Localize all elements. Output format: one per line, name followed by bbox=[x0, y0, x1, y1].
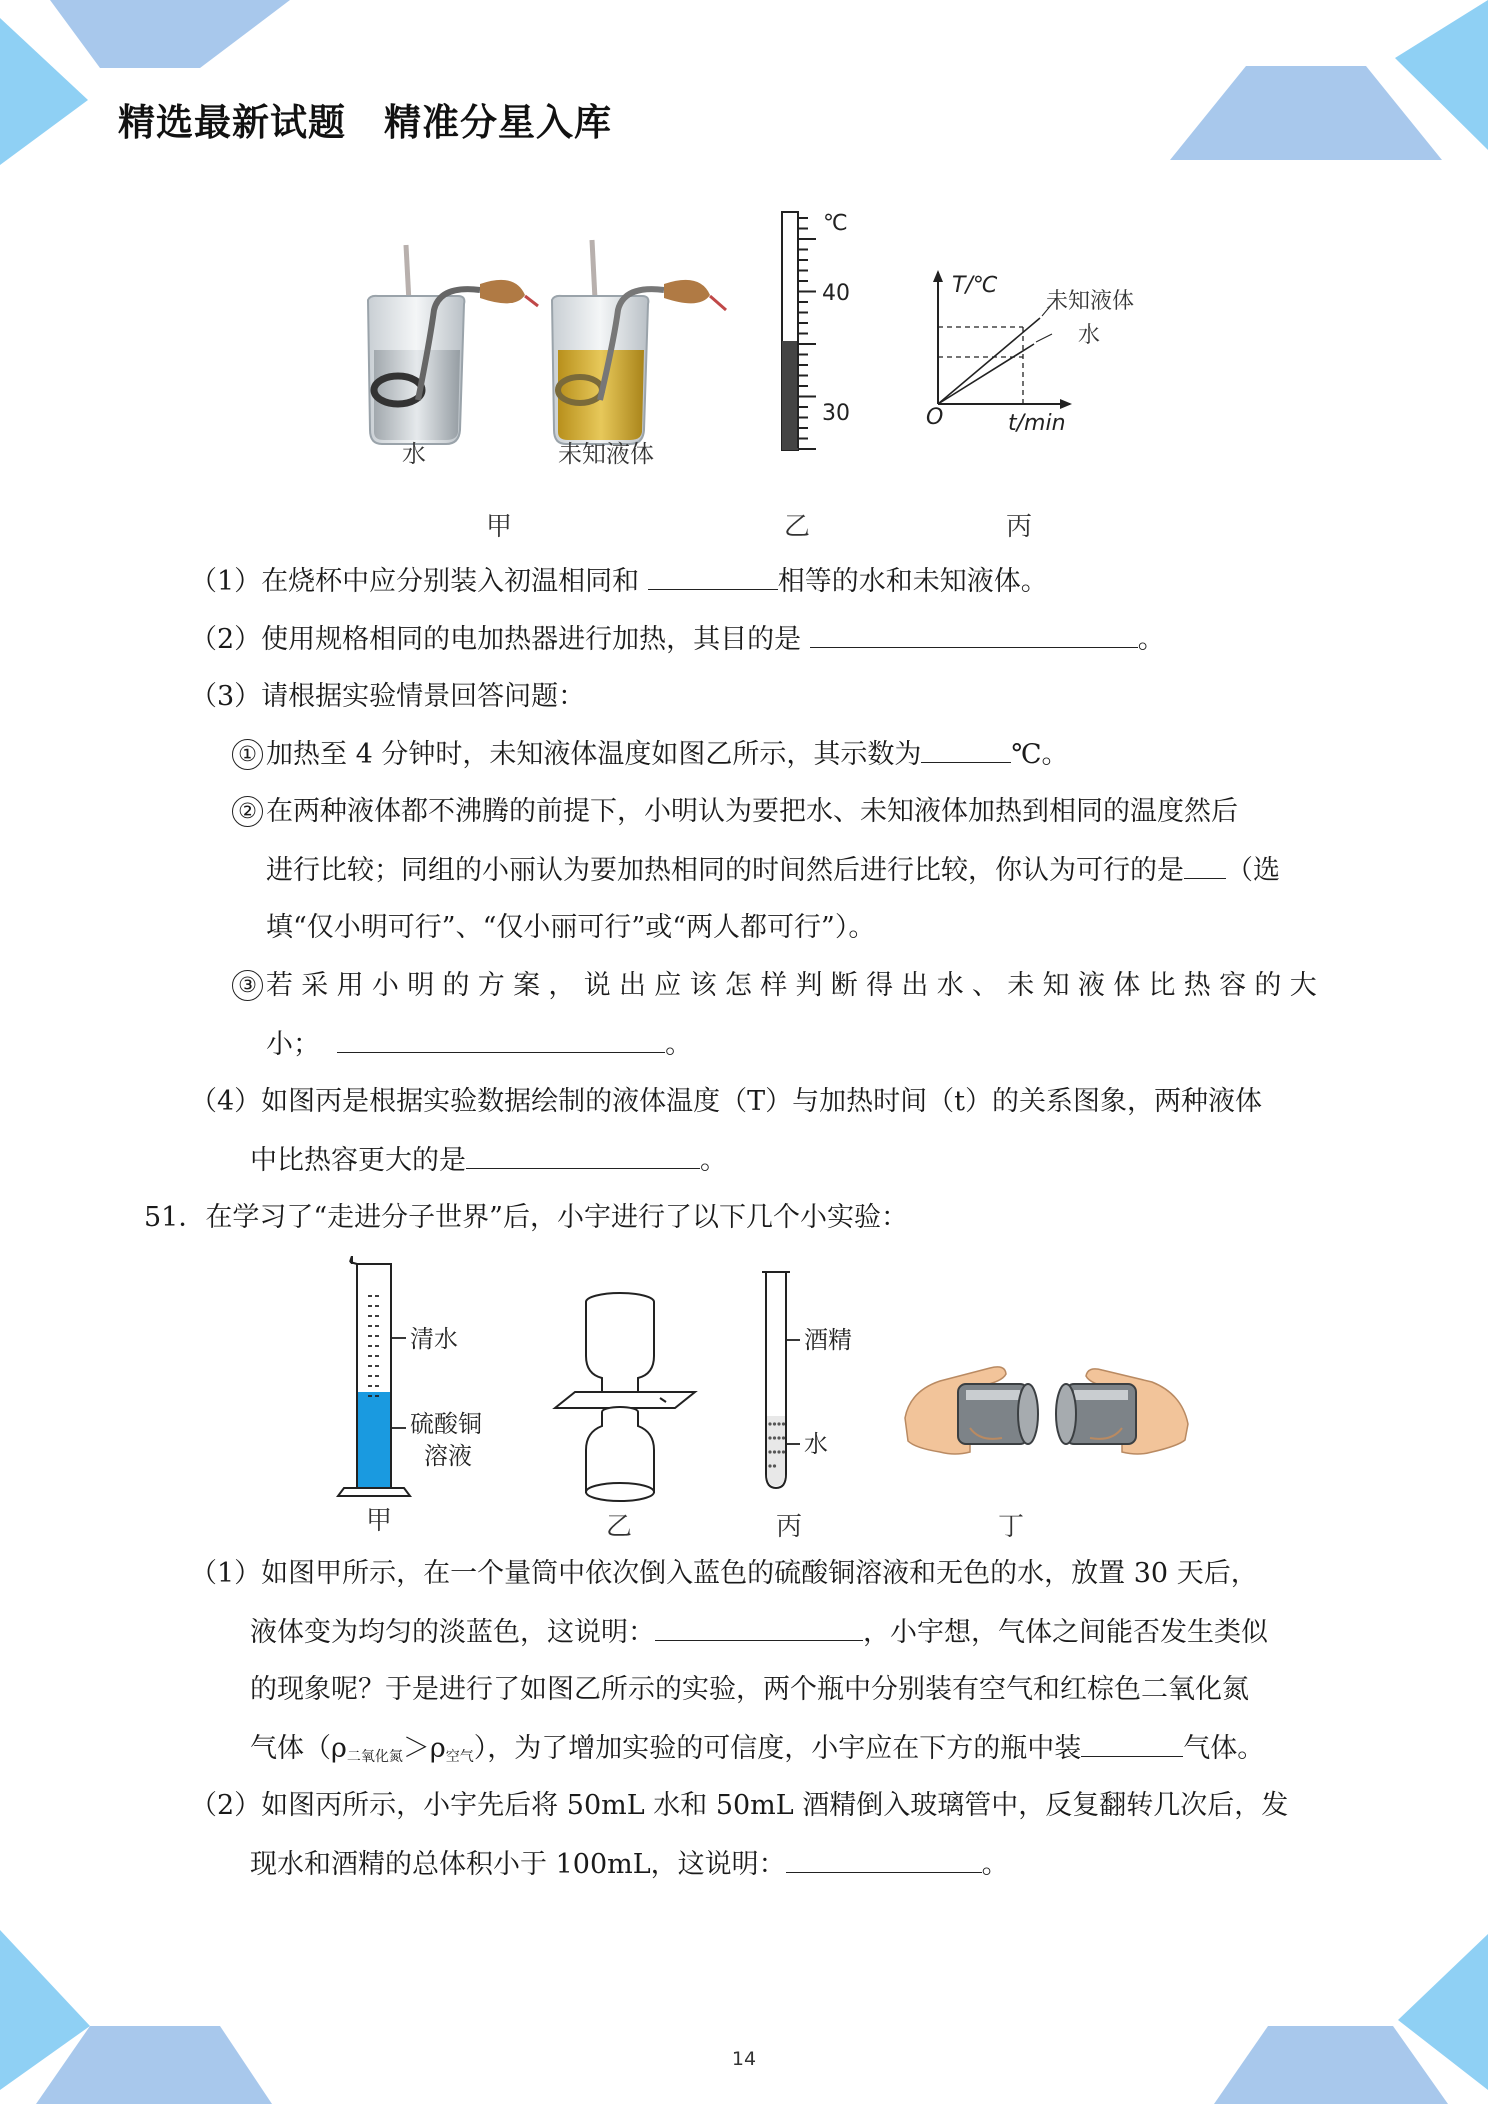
answer-blank-q51-1a[interactable] bbox=[655, 1612, 863, 1641]
figure2-label-ding: 丁 bbox=[998, 1512, 1025, 1542]
answer-blank-q50-3-2[interactable] bbox=[1184, 850, 1226, 879]
test-tube bbox=[762, 1272, 852, 1488]
graph-series-unknown-liquid: 未知液体 bbox=[1046, 289, 1135, 314]
figure-molecule-experiments bbox=[330, 1256, 1210, 1526]
q51-part2-line1: （2）如图丙所示，小宇先后将 50mL 水和 50mL 酒精倒入玻璃管中，反复翻转几次后，发 bbox=[190, 1790, 1289, 1821]
answer-blank-q50-3-1[interactable] bbox=[921, 734, 1011, 763]
graduated-cylinder bbox=[338, 1256, 482, 1496]
thermometer-unit: ℃ bbox=[823, 211, 848, 236]
q51-part1-line3: 的现象呢？于是进行了如图乙所示的实验，两个瓶中分别装有空气和红棕色二氧化氮 bbox=[250, 1674, 1249, 1705]
q51-stem: 51．在学习了“走进分子世界”后，小宇进行了以下几个小实验： bbox=[144, 1202, 908, 1233]
tube-label-water: 水 bbox=[804, 1430, 828, 1458]
q51-part1-line4: 气体$(\rho_{二氧化氮}>\rho_{空气})$，为了增加实验的可信度，小宇应在下方的瓶中装 气体。 bbox=[250, 1728, 1264, 1777]
beaker-unknown-label: 未知液体 bbox=[558, 440, 654, 468]
figure-heating-experiment bbox=[330, 200, 1210, 540]
q51-part1-line2: 液体变为均匀的淡蓝色，这说明： ，小宇想，气体之间能否发生类似 bbox=[250, 1612, 1268, 1653]
corner-decoration-bottom-right bbox=[1188, 1930, 1488, 2104]
q50-part4-line2: 中比热容更大的是 。 bbox=[250, 1140, 727, 1181]
q50-part3-2-line1: ② 在两种液体都不沸腾的前提下，小明认为要把水、未知液体加热到相同的温度然后 bbox=[232, 792, 1348, 832]
cylinder-label-solution-1: 硫酸铜 bbox=[410, 1410, 482, 1438]
answer-blank-q50-4[interactable] bbox=[466, 1140, 700, 1169]
thermometer-tick-40: 40 bbox=[822, 281, 850, 306]
figure1-label-jia: 甲 bbox=[486, 512, 513, 542]
gas-bottles bbox=[555, 1293, 695, 1501]
lead-cylinders-hands bbox=[905, 1367, 1188, 1454]
q50-part3: （3）请根据实验情景回答问题： bbox=[190, 681, 586, 712]
figure1-label-bing: 丙 bbox=[1006, 512, 1033, 542]
q50-part2: （2）使用规格相同的电加热器进行加热，其目的是 。 bbox=[190, 619, 1165, 660]
figure2-label-bing: 丙 bbox=[776, 1512, 803, 1542]
answer-blank-q50-3-3[interactable] bbox=[337, 1024, 665, 1053]
q51-part2-line2: 现水和酒精的总体积小于 100mL，这说明： 。 bbox=[250, 1844, 1009, 1885]
q50-part3-3-line2: 小； 。 bbox=[266, 1024, 692, 1065]
q50-part1: （1）在烧杯中应分别装入初温相同和 相等的水和未知液体。 bbox=[190, 561, 1048, 602]
graph-x-label: t/min bbox=[1008, 411, 1066, 436]
corner-decoration-bottom-left bbox=[0, 1930, 300, 2104]
q50-part4-line1: （4）如图丙是根据实验数据绘制的液体温度（T）与加热时间（t）的关系图象，两种液体 bbox=[190, 1086, 1263, 1117]
thermometer bbox=[782, 211, 850, 450]
answer-blank-q51-1b[interactable] bbox=[1081, 1728, 1183, 1757]
header-title: 精选最新试题 精准分星入库 bbox=[118, 101, 612, 144]
page-number: 14 bbox=[731, 2048, 757, 2070]
circled-number-1: ① bbox=[232, 739, 263, 770]
q51-part1-line1: （1）如图甲所示，在一个量筒中依次倒入蓝色的硫酸铜溶液和无色的水，放置 30 天后， bbox=[190, 1558, 1258, 1589]
thermometer-tick-30: 30 bbox=[822, 401, 850, 426]
beaker-water-label: 水 bbox=[402, 440, 426, 468]
q50-part3-3-line1: ③ 若采用小明的方案，说出应该怎样判断得出水、未知液体比热容的大 bbox=[232, 966, 1325, 1006]
temperature-time-graph bbox=[926, 270, 1134, 436]
beaker-water bbox=[368, 245, 538, 444]
answer-blank-q51-2[interactable] bbox=[786, 1844, 982, 1873]
cylinder-label-solution-2: 溶液 bbox=[424, 1442, 472, 1470]
q50-part3-2-line2: 进行比较；同组的小丽认为要加热相同的时间然后进行比较，你认为可行的是 （选 bbox=[266, 850, 1280, 891]
q50-part3-1: ① 加热至 4 分钟时，未知液体温度如图乙所示，其示数为 ℃。 bbox=[232, 734, 1069, 775]
q50-part3-2-line3: 填“仅小明可行”、“仅小丽可行”或“两人都可行”）。 bbox=[266, 912, 876, 943]
graph-origin: O bbox=[926, 405, 944, 430]
figure1-label-yi: 乙 bbox=[784, 512, 811, 542]
figure2-label-jia: 甲 bbox=[366, 1506, 393, 1536]
graph-series-water: 水 bbox=[1078, 323, 1101, 348]
graph-y-label: T/℃ bbox=[952, 273, 998, 298]
beaker-unknown-liquid bbox=[552, 240, 726, 444]
figure2-label-yi: 乙 bbox=[606, 1512, 633, 1542]
corner-decoration-top-right bbox=[1170, 0, 1488, 170]
circled-number-3: ③ bbox=[232, 970, 263, 1001]
cylinder-label-water: 清水 bbox=[410, 1325, 458, 1353]
tube-label-alcohol: 酒精 bbox=[804, 1326, 852, 1354]
answer-blank-q50-1[interactable] bbox=[648, 561, 778, 590]
answer-blank-q50-2[interactable] bbox=[810, 619, 1138, 648]
circled-number-2: ② bbox=[232, 796, 263, 827]
